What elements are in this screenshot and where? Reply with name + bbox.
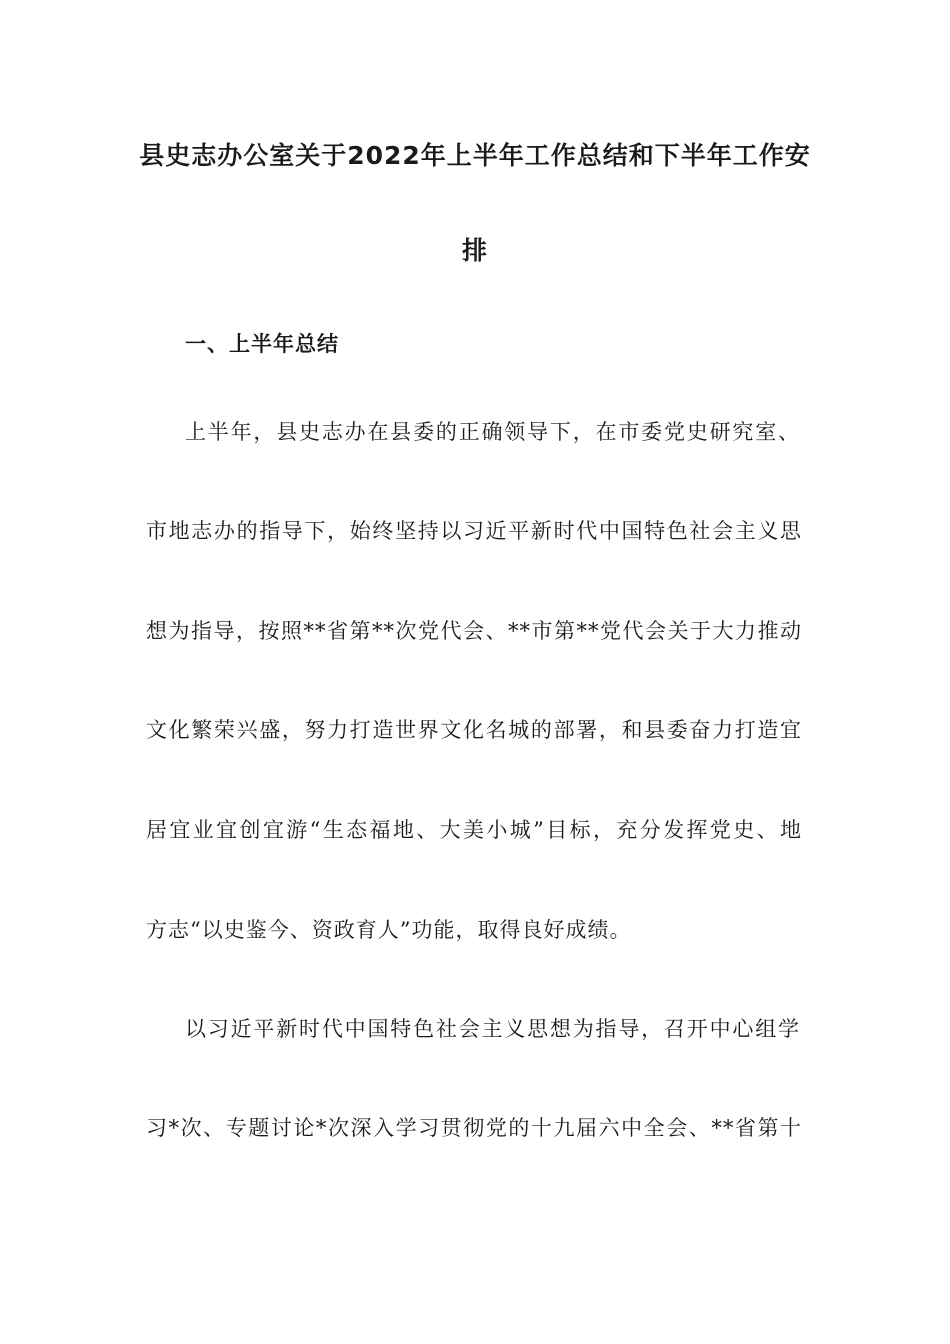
document-title-line-2: 排 <box>461 236 488 265</box>
paragraph-1-line-6: 方志“以史鉴今、资政育人”功能，取得良好成绩。 <box>146 918 632 942</box>
paragraph-1-line-5: 居宜业宜创宜游“生态福地、大美小城”目标，充分发挥党史、地 <box>146 818 802 842</box>
paragraph-1-line-4: 文化繁荣兴盛，努力打造世界文化名城的部署，和县委奋力打造宜 <box>146 718 802 742</box>
paragraph-1-line-1: 上半年，县史志办在县委的正确领导下，在市委党史研究室、 <box>185 420 800 444</box>
paragraph-1-line-3: 想为指导，按照**省第**次党代会、**市第**党代会关于大力推动 <box>146 619 802 643</box>
paragraph-2-line-2: 习*次、专题讨论*次深入学习贯彻党的十九届六中全会、**省第十 <box>146 1116 802 1140</box>
section-heading: 一、上半年总结 <box>185 332 339 356</box>
paragraph-2-line-1: 以习近平新时代中国特色社会主义思想为指导，召开中心组学 <box>185 1017 800 1041</box>
paragraph-1-line-2: 市地志办的指导下，始终坚持以习近平新时代中国特色社会主义思 <box>146 519 802 543</box>
document-title-line-1: 县史志办公室关于2022年上半年工作总结和下半年工作安 <box>139 141 811 170</box>
